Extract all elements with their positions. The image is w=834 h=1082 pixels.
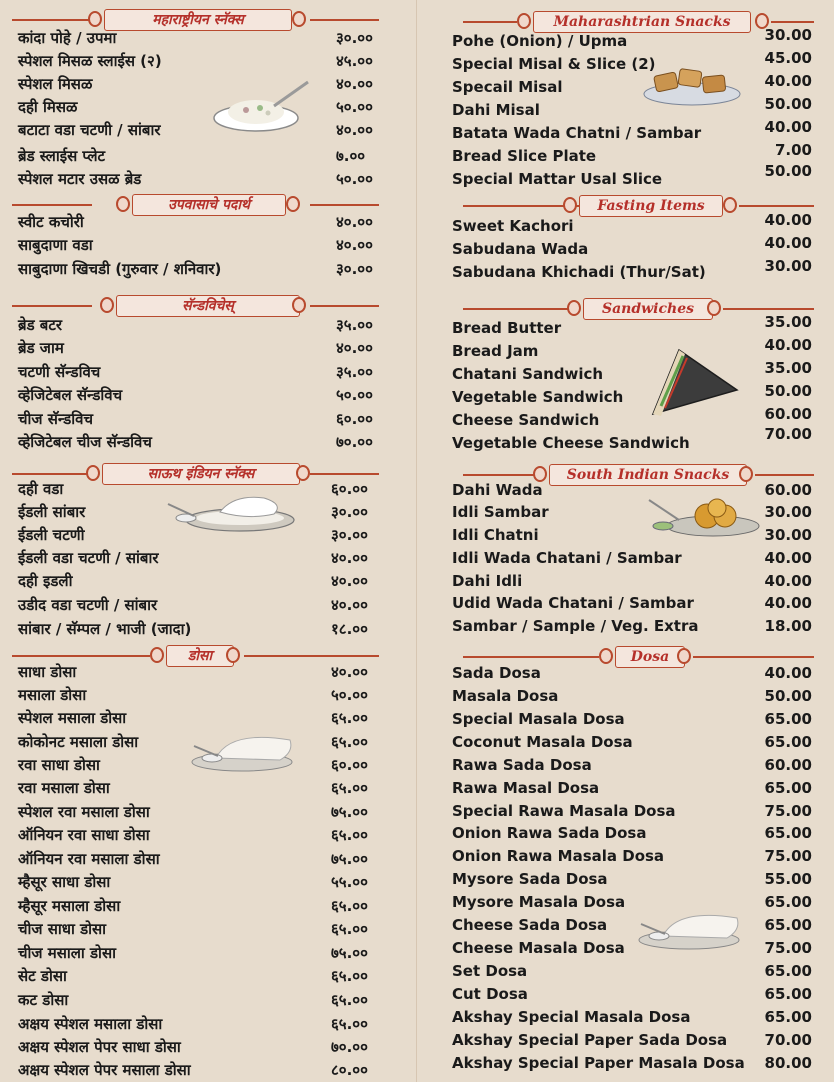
menu-item [417,891,834,914]
menu-item [417,118,834,145]
item-name: चीज सॅन्डविच [18,410,94,428]
header-rule-right [310,204,379,206]
item-price: ६५.०० [331,1015,368,1033]
menu-item [0,211,417,234]
item-price: ६५.०० [331,709,368,727]
item-price: १८.०० [331,620,368,638]
item-name: Sada Dosa [452,664,541,682]
item-name: Onion Rawa Masala Dosa [452,847,665,865]
item-name: Akshay Special Masala Dosa [452,1008,691,1026]
sandwich-icon [649,346,741,420]
item-name: Akshay Special Paper Masala Dosa [452,1054,745,1072]
item-price: 60.00 [764,405,812,423]
item-name: Rawa Sada Dosa [452,756,592,774]
item-name: साबुदाणा खिचडी (गुरुवार / शनिवार) [18,260,222,278]
item-name: Masala Dosa [452,687,559,705]
ornament-icon [707,300,721,316]
item-price: 60.00 [764,756,812,774]
item-price: ७०.०० [331,1038,368,1056]
item-price: ८०.०० [331,1061,368,1079]
item-price: ४०.०० [336,75,373,93]
item-name: Idli Chatni [452,526,539,544]
menu-item [417,524,834,547]
item-price: ४०.०० [331,572,368,590]
item-name: Cheese Sandwich [452,411,600,429]
item-name: ईडली चटणी [18,526,85,544]
item-name: कट डोसा [18,991,69,1009]
item-name: Bread Jam [452,342,539,360]
menu-item [417,960,834,983]
section-title: महाराष्ट्रीयन स्नॅक्स [104,9,292,31]
section-title: साऊथ इंडियन स्नॅक्स [102,463,300,485]
misal-plate-icon [208,78,314,136]
item-price: ७५.०० [331,850,368,868]
item-name: Mysore Sada Dosa [452,870,608,888]
item-name: Cut Dosa [452,985,528,1003]
item-price: 40.00 [764,664,812,682]
item-name: Sambar / Sample / Veg. Extra [452,617,699,635]
item-price: 30.00 [764,526,812,544]
item-price: ३०.०० [331,526,368,544]
item-price: ६०.०० [336,410,373,428]
item-price: ७.०० [336,147,366,165]
ornament-icon [88,11,102,27]
item-price: ४०.०० [336,213,373,231]
item-name: बटाटा वडा चटणी / सांबार [18,121,161,139]
header-rule-right [771,21,814,23]
ornament-icon [567,300,581,316]
menu-item [0,258,417,281]
item-price: 75.00 [764,802,812,820]
item-name: अक्षय स्पेशल पेपर साधा डोसा [18,1038,181,1056]
header-rule-right [310,19,379,21]
item-name: Batata Wada Chatni / Sambar [452,124,702,142]
header-rule-right [693,656,814,658]
header-rule-left [12,473,92,475]
item-price: 65.00 [764,916,812,934]
section-title: Dosa [615,646,685,668]
item-name: ऑनियन रवा साधा डोसा [18,826,150,844]
header-rule-right [310,305,379,307]
menu-item [417,257,834,284]
item-name: Idli Wada Chatani / Sambar [452,549,682,567]
item-name: साबुदाणा वडा [18,236,93,254]
section-title: Maharashtrian Snacks [533,11,751,33]
menu-item [0,777,417,800]
item-name: ब्रेड जाम [18,339,64,357]
item-price: 40.00 [764,549,812,567]
ornament-icon [100,297,114,313]
item-price: ६५.०० [331,733,368,751]
header-rule-right [310,473,379,475]
item-price: 40.00 [764,234,812,252]
item-price: ७०.०० [336,433,373,451]
item-name: स्पेशल रवा मसाला डोसा [18,803,150,821]
item-price: 7.00 [774,141,812,159]
item-price: ६०.०० [331,480,368,498]
item-price: ५५.०० [331,873,368,891]
menu-item [0,824,417,847]
menu-item [0,707,417,730]
item-price: 75.00 [764,939,812,957]
item-name: Sabudana Khichadi (Thur/Sat) [452,263,706,281]
item-price: ४०.०० [336,121,373,139]
menu-item [417,1052,834,1075]
item-name: Sabudana Wada [452,240,589,258]
menu-item [0,168,417,191]
item-name: व्हेजिटेबल चीज सॅन्डविच [18,433,152,451]
menu-item [0,594,417,617]
menu-item [417,777,834,800]
item-name: ईडली सांबार [18,503,86,521]
item-price: 55.00 [764,870,812,888]
ornament-icon [563,197,577,213]
section-title: South Indian Snacks [549,464,747,486]
menu-item [417,570,834,593]
header-rule-left [463,474,543,476]
item-price: 40.00 [764,336,812,354]
item-price: 40.00 [764,211,812,229]
menu-item [417,479,834,502]
menu-item [417,592,834,615]
menu-item [0,871,417,894]
item-price: 65.00 [764,824,812,842]
item-name: रवा मसाला डोसा [18,779,110,797]
item-price: 65.00 [764,893,812,911]
item-price: ४०.०० [331,596,368,614]
menu-item [0,408,417,431]
item-price: 70.00 [764,425,812,443]
header-rule-left [12,305,92,307]
menu-item [0,618,417,641]
item-name: स्पेशल मिसळ [18,75,93,93]
header-rule-left [463,21,517,23]
item-name: Cheese Sada Dosa [452,916,608,934]
item-name: दही इडली [18,572,73,590]
item-price: 65.00 [764,733,812,751]
item-name: Set Dosa [452,962,528,980]
item-price: 18.00 [764,617,812,635]
item-price: 50.00 [764,162,812,180]
item-price: 40.00 [764,72,812,90]
menu-item [0,361,417,384]
header-rule-left [12,204,92,206]
item-name: Special Masala Dosa [452,710,625,728]
item-price: ४५.०० [336,52,373,70]
item-name: Mysore Masala Dosa [452,893,626,911]
item-name: व्हेजिटेबल सॅन्डविच [18,386,123,404]
item-name: Idli Sambar [452,503,549,521]
item-price: 60.00 [764,481,812,499]
menu-item [0,1059,417,1082]
menu-item [417,937,834,960]
item-price: ५०.०० [336,170,373,188]
ornament-icon [723,197,737,213]
menu-item [417,983,834,1006]
section-title: उपवासाचे पदार्थ [132,194,286,216]
header-rule-left [463,308,573,310]
section-title: सॅन्डविचेस् [116,295,300,317]
menu-item [417,662,834,685]
menu-item [0,27,417,50]
item-price: ३०.०० [331,503,368,521]
menu-item [0,942,417,965]
item-price: 50.00 [764,95,812,113]
menu-item [0,384,417,407]
item-name: अक्षय स्पेशल पेपर मसाला डोसा [18,1061,191,1079]
item-name: Akshay Special Paper Sada Dosa [452,1031,728,1049]
menu-item [0,234,417,257]
header-rule-right [244,655,379,657]
menu-item [417,1029,834,1052]
ornament-icon [116,196,130,212]
menu-item [417,685,834,708]
menu-item [417,425,834,455]
item-price: ४०.०० [331,549,368,567]
item-name: Rawa Masal Dosa [452,779,600,797]
item-name: उडीद वडा चटणी / सांबार [18,596,158,614]
item-price: 40.00 [764,118,812,136]
item-name: स्पेशल मसाला डोसा [18,709,127,727]
header-rule-right [723,308,814,310]
item-name: अक्षय स्पेशल मसाला डोसा [18,1015,163,1033]
item-name: स्पेशल मटार उसळ ब्रेड [18,170,142,188]
item-price: 65.00 [764,1008,812,1026]
header-rule-left [12,655,150,657]
item-name: रवा साधा डोसा [18,756,100,774]
item-price: ५०.०० [331,686,368,704]
menu-item [417,615,834,638]
item-name: Coconut Masala Dosa [452,733,633,751]
item-name: Onion Rawa Sada Dosa [452,824,647,842]
item-name: Dahi Wada [452,481,543,499]
item-name: Special Misal & Slice (2) [452,55,656,73]
menu-item [417,914,834,937]
menu-item [0,848,417,871]
item-name: म्हैसूर मसाला डोसा [18,897,121,915]
item-price: 50.00 [764,687,812,705]
item-name: चीज साधा डोसा [18,920,107,938]
menu-item [0,989,417,1012]
ornament-icon [286,196,300,212]
menu-item [417,868,834,891]
item-price: ६०.०० [331,756,368,774]
item-name: ब्रेड बटर [18,316,63,334]
item-name: Special Mattar Usal Slice [452,170,663,188]
item-price: 70.00 [764,1031,812,1049]
menu-item [0,1013,417,1036]
menu-item [0,895,417,918]
menu-item [417,845,834,868]
section-title: Sandwiches [583,298,713,320]
header-rule-right [739,205,814,207]
item-price: 65.00 [764,710,812,728]
item-price: 30.00 [764,257,812,275]
item-price: 65.00 [764,985,812,1003]
item-name: Bread Slice Plate [452,147,597,165]
menu-item [0,801,417,824]
item-name: चटणी सॅन्डविच [18,363,101,381]
item-price: 40.00 [764,572,812,590]
item-name: ऑनियन रवा मसाला डोसा [18,850,160,868]
menu-item [417,501,834,524]
section-title: Fasting Items [579,195,723,217]
item-name: म्हैसूर साधा डोसा [18,873,111,891]
menu-item [0,661,417,684]
dosa-plate-icon [190,730,298,774]
item-price: 65.00 [764,962,812,980]
item-price: ६५.०० [331,991,368,1009]
item-price: 30.00 [764,26,812,44]
section-title: डोसा [166,645,234,667]
item-price: ४०.०० [331,663,368,681]
item-price: 65.00 [764,779,812,797]
idli-plate-icon [164,490,298,534]
item-price: ६५.०० [331,779,368,797]
item-name: स्वीट कचोरी [18,213,84,231]
item-price: ६५.०० [331,920,368,938]
item-name: Udid Wada Chatani / Sambar [452,594,694,612]
menu-item [0,431,417,454]
item-name: Special Rawa Masala Dosa [452,802,676,820]
item-name: चीज मसाला डोसा [18,944,116,962]
item-price: ४०.०० [336,339,373,357]
item-name: साधा डोसा [18,663,77,681]
menu-item [0,570,417,593]
item-name: दही वडा [18,480,64,498]
menu-item [0,314,417,337]
item-name: Pohe (Onion) / Upma [452,32,628,50]
header-rule-left [463,656,599,658]
item-price: 50.00 [764,382,812,400]
item-price: ३५.०० [336,363,373,381]
wada-plate-icon [645,494,761,542]
item-name: Cheese Masala Dosa [452,939,625,957]
item-price: 80.00 [764,1054,812,1072]
item-price: ७५.०० [331,803,368,821]
item-price: ५०.०० [336,98,373,116]
menu-item [417,162,834,191]
item-name: ब्रेड स्लाईस प्लेट [18,147,106,165]
item-name: Chatani Sandwich [452,365,604,383]
item-price: ३०.०० [336,29,373,47]
menu-item [0,145,417,168]
menu-item [417,754,834,777]
item-price: ६५.०० [331,967,368,985]
item-price: 45.00 [764,49,812,67]
menu-item [417,822,834,845]
item-price: 40.00 [764,594,812,612]
menu-item [417,800,834,823]
menu-item [0,1036,417,1059]
ornament-icon [292,11,306,27]
item-price: ३०.०० [336,260,373,278]
ornament-icon [292,297,306,313]
menu-item [417,547,834,570]
item-name: Vegetable Sandwich [452,388,624,406]
item-name: स्पेशल मिसळ स्लाईस (२) [18,52,162,70]
item-price: ७५.०० [331,944,368,962]
item-name: Sweet Kachori [452,217,574,235]
english-menu-column [417,0,834,1082]
menu-item [417,731,834,754]
item-name: सेट डोसा [18,967,67,985]
item-name: सांबार / सॅम्पल / भाजी (जादा) [18,620,192,638]
dosa-plate-icon [637,908,745,952]
item-name: Specail Misal [452,78,563,96]
item-name: मसाला डोसा [18,686,87,704]
ornament-icon [517,13,531,29]
item-name: Dahi Idli [452,572,523,590]
item-price: 75.00 [764,847,812,865]
item-price: ३५.०० [336,316,373,334]
item-price: 35.00 [764,359,812,377]
header-rule-right [755,474,814,476]
menu-item [0,684,417,707]
item-price: ६५.०० [331,826,368,844]
item-name: कांदा पोहे / उपमा [18,29,117,47]
menu-item [417,708,834,731]
item-name: Dahi Misal [452,101,540,119]
bread-slices-icon [641,62,743,108]
header-rule-left [12,19,92,21]
item-price: 35.00 [764,313,812,331]
menu-item [0,337,417,360]
item-price: 30.00 [764,503,812,521]
item-price: ४०.०० [336,236,373,254]
menu-item [0,965,417,988]
item-name: कोकोनट मसाला डोसा [18,733,139,751]
menu-item [0,50,417,73]
item-name: Vegetable Cheese Sandwich [452,434,690,452]
item-name: Bread Butter [452,319,562,337]
menu-item [0,547,417,570]
item-price: ५०.०० [336,386,373,404]
item-name: ईडली वडा चटणी / सांबार [18,549,159,567]
menu-item [417,1006,834,1029]
item-price: ६५.०० [331,897,368,915]
menu-item [0,918,417,941]
item-name: दही मिसळ [18,98,78,116]
